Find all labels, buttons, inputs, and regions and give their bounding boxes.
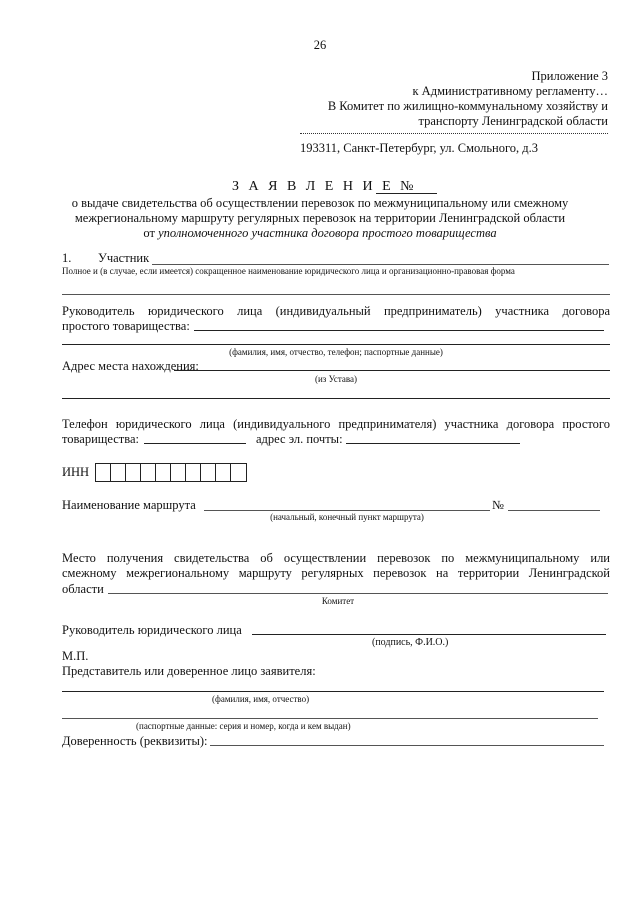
inn-cell[interactable] [156,464,171,481]
director-line-1: Руководитель юридического лица (индивидуальный предприниматель) участника договора [62,304,610,318]
route-hint: (начальный, конечный пункт маршрута) [270,512,424,522]
receipt-line-1: Место получения свидетельства об осуществлении перевозок по межмуниципальному или [62,551,610,565]
title-line-3-italic: уполномоченного участника договора простого товарищества [158,226,497,240]
address-field-line-2[interactable] [62,398,610,399]
inn-cell[interactable] [141,464,156,481]
director-field[interactable] [194,330,604,331]
receipt-hint: Комитет [321,596,355,606]
phone-field[interactable] [144,443,246,444]
email-label: адрес эл. почты: [256,432,343,446]
signature-hint: (подпись, Ф.И.О.) [372,637,449,648]
participant-field[interactable] [152,264,609,265]
address-hint: (из Устава) [314,374,358,384]
title-line-1: о выдаче свидетельства об осуществлении перевозок по межмуниципальному или смежному [71,196,569,210]
application-number-field[interactable] [376,193,437,194]
director-hint: (фамилия, имя, отчество, телефон; паспортные данные) [229,347,443,357]
application-title: З А Я В Л Е Н И Е № [232,179,417,194]
signature-field[interactable] [252,634,606,635]
route-number-sign: № [492,498,504,512]
signature-label: Руководитель юридического лица [62,623,242,637]
inn-input[interactable] [95,463,247,482]
proxy-label: Доверенность (реквизиты): [62,734,208,748]
stamp-label: М.П. [62,649,89,663]
inn-cell[interactable] [216,464,231,481]
phone-label: товарищества: [62,432,140,446]
address-label: Адрес места нахождения: [62,359,199,373]
title-line-3-prefix: от [143,226,155,240]
representative-passport-hint: (паспортные данные: серия и номер, когда и кем выдан) [136,721,351,731]
title-line-3 [40,226,600,242]
representative-name-field[interactable] [62,691,604,692]
phone-line-1: Телефон юридического лица (индивидуального предпринимателя) участника договора простого [62,417,610,431]
recipient-address: 193311, Санкт-Петербург, ул. Смольного, д.3 [300,141,539,155]
representative-name-hint: (фамилия, имя, отчество) [212,694,310,704]
receipt-field[interactable] [108,593,608,594]
route-label: Наименование маршрута [62,498,196,512]
inn-cell[interactable] [201,464,216,481]
appendix-label: Приложение 3 [531,69,608,83]
participant-label: Участник [98,251,150,265]
regulation-reference: к Административному регламенту… [412,84,608,98]
participant-hint: Полное и (в случае, если имеется) сокращенное наименование юридического лица и организационно-правовая форма [62,266,515,276]
proxy-field[interactable] [210,745,604,746]
page-number: 26 [313,38,327,52]
header-separator [300,133,608,134]
inn-cell[interactable] [96,464,111,481]
address-field[interactable] [174,370,610,371]
route-number-field[interactable] [508,510,600,511]
email-field[interactable] [346,443,520,444]
representative-label: Представитель или доверенное лицо заявителя: [62,664,316,678]
inn-label: ИНН [62,465,90,479]
participant-number: 1. [62,251,72,265]
inn-cell[interactable] [186,464,201,481]
receipt-line-2: смежному межрегиональному маршруту регулярных перевозок на территории Ленинградской [62,566,610,580]
participant-field-line-2[interactable] [62,294,610,295]
recipient-line-2: транспорту Ленинградской области [418,114,608,128]
receipt-line-3: области [62,582,104,596]
representative-passport-field[interactable] [62,718,598,719]
route-field[interactable] [204,510,490,511]
title-line-2: межрегиональному маршруту регулярных перевозок на территории Ленинградской области [74,211,566,225]
director-field-line-2[interactable] [62,344,610,345]
inn-cell[interactable] [126,464,141,481]
director-line-2: простого товарищества: [62,319,190,333]
inn-cell[interactable] [231,464,246,481]
inn-cell[interactable] [111,464,126,481]
inn-cell[interactable] [171,464,186,481]
recipient-line-1: В Комитет по жилищно-коммунальному хозяйству и [327,99,608,113]
